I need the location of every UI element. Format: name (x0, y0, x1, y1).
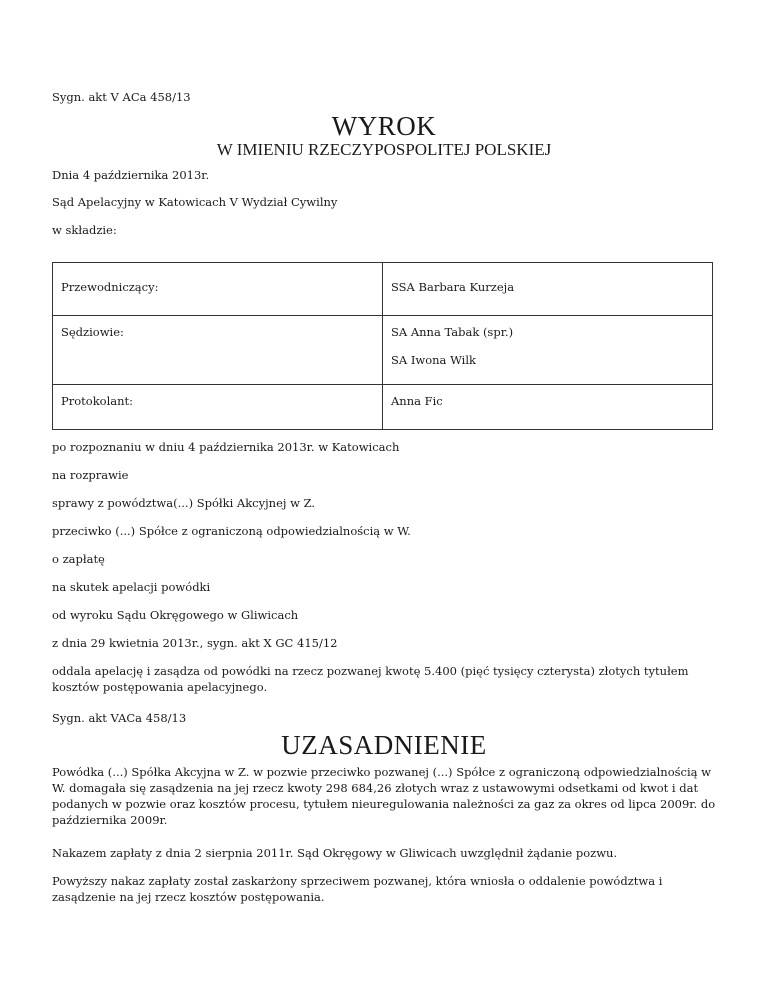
clerk-row (53, 385, 713, 430)
clerk-label: Protokolant: (61, 394, 134, 408)
judgment-date: Dnia 4 października 2013r. (52, 168, 210, 182)
case-signature: Sygn. akt V ACa 458/13 (52, 90, 191, 104)
clerk-name: Anna Fic (391, 394, 443, 408)
hearing-type-line: na rozprawie (52, 468, 129, 482)
hearing-date-line: po rozpoznaniu w dniu 4 października 2013r. w Katowicach (52, 440, 400, 454)
judge-name: SA Iwona Wilk (391, 353, 477, 367)
lower-court-line: od wyroku Sądu Okręgowego w Gliwicach (52, 608, 299, 622)
case-signature-second: Sygn. akt VACa 458/13 (52, 711, 187, 725)
chair-name: SSA Barbara Kurzeja (391, 280, 515, 294)
lower-court-ref-line: z dnia 29 kwietnia 2013r., sygn. akt X GC 415/12 (52, 636, 338, 650)
judges-row (53, 316, 713, 385)
judgment-subtitle: W IMIENIU RZECZYPOSPOLITEJ POLSKIEJ (216, 140, 552, 159)
judges-label: Sędziowie: (61, 325, 124, 339)
defendant-line: przeciwko (...) Spółce z ograniczoną odpowiedzialnością w W. (52, 524, 411, 538)
justification-paragraph: Nakazem zapłaty z dnia 2 sierpnia 2011r. Sąd Okręgowy w Gliwicach uwzględnił żądanie pozwu. (52, 846, 618, 860)
appeal-line: na skutek apelacji powódki (52, 580, 211, 594)
plaintiff-line: sprawy z powództwa(...) Spółki Akcyjnej w Z. (52, 496, 316, 510)
judge-name: SA Anna Tabak (spr.) (391, 325, 514, 339)
composition-table (52, 262, 713, 430)
composition-intro: w składzie: (52, 223, 117, 237)
subject-line: o zapłatę (52, 552, 105, 566)
ruling-paragraph: oddala apelację i zasądza od powódki na rzecz pozwanej kwotę 5.400 (pięć tysięcy czterysta) złotych tytułem kosztów postępowania apelacyjnego. (52, 664, 689, 694)
justification-paragraph: Powyższy nakaz zapłaty został zaskarżony sprzeciwem pozwanej, która wniosła o oddalenie powództwa i zasądzenie na jej rzecz kosztów postępowania. (52, 874, 663, 904)
chair-row (53, 263, 713, 316)
justification-paragraph: Powódka (...) Spółka Akcyjna w Z. w pozwie przeciwko pozwanej (...) Spółce z ograniczoną odpowiedzialnością w W. domagała się zasądzenia na jej rzecz kwoty 298 684,26 złotych wraz z ustawowymi odsetkami od kwot i dat podanych w pozwie oraz kosztów procesu, tytułem nieuregulowania należności za gaz za okres od lipca 2009r. do października 2009r. (52, 765, 716, 827)
court-name: Sąd Apelacyjny w Katowicach V Wydział Cywilny (52, 195, 338, 209)
chair-label: Przewodniczący: (61, 280, 159, 294)
justification-title: UZASADNIENIE (281, 730, 487, 760)
judgment-title: WYROK (331, 111, 437, 141)
